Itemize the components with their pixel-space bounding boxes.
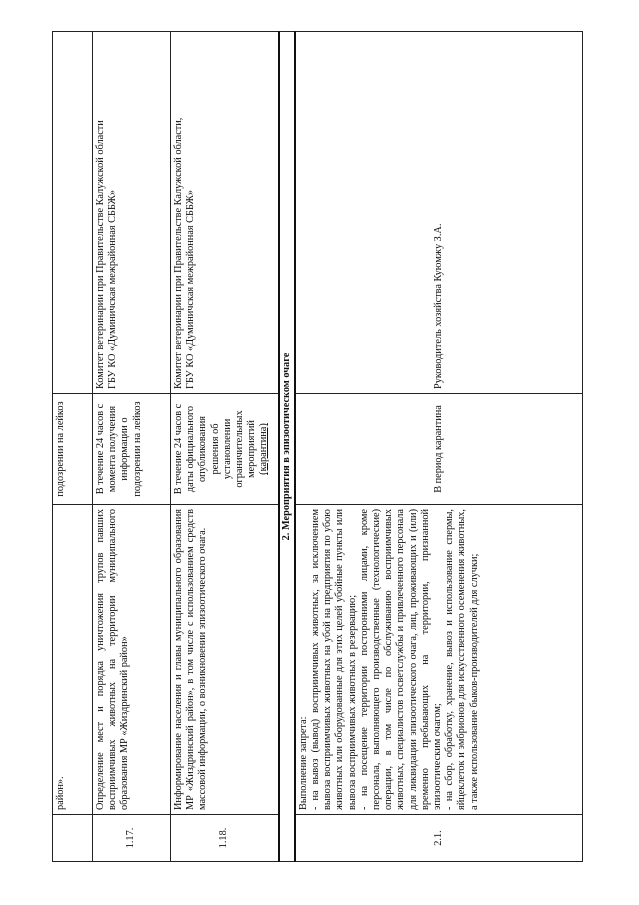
cell-text-2-1 [295,505,583,815]
text-line: Выполнение запрета: [297,716,309,810]
cell-text-1-18: Информирование населения и главы муниципального образования МР «Жиздринский район», в том числе с использованием средств массовой информации, о возникновении эпизоотического очага. [171,505,279,815]
text-line: - на вывоз (вывод) восприимчивых животных, за исключением вывоза восприимчивых животных на убой на предприятия по убою животных или оборудованные для этих целей убойные пункты или вывоза восприимчивых животных в резервацию; [309,509,358,810]
table-row-1-18 [171,32,279,862]
cell-term-1-17: В течение 24 часов с момента получения информации о подозрении на лейкоз [93,394,171,505]
cell-resp-empty [53,32,93,394]
cell-term-2-1: В период карантина [295,394,583,505]
resp-line: Комитет ветеринарии при Правительстве Калужской области [95,120,106,389]
cell-num-1-18: 1.18. [171,815,279,862]
section-heading-row [279,32,295,862]
table-row-2-1 [295,32,583,862]
cell-text-continued: район». [53,505,93,815]
term-text: В течение 24 часов с даты официального опубликования решения об установлении ограничительных мероприятий [173,403,258,495]
cell-num-empty [53,815,93,862]
term-underlined: (карантина) [258,423,270,475]
measures-table [52,31,583,862]
cell-num-2-1: 2.1. [295,815,583,862]
resp-line: ГБУ КО «Думиничская межрайонная СББЖ» [107,190,119,389]
cell-term-1-18 [171,394,279,505]
text-line: - на сбор, обработку, хранение, вывоз и использование спермы, яйцеклеток и эмбрионов для искусственного осеменения животных, а также использование быков-производителей для случки; [444,509,480,810]
cell-text-1-17: Определение мест и порядка уничтожения трупов павших восприимчивых животных на территории муниципального образования МР «Жиздринский район» [93,505,171,815]
table-row-1-17 [93,32,171,862]
section-title: 2. Мероприятия в эпизоотическом очаге [279,32,295,862]
cell-num-1-17: 1.17. [93,815,171,862]
table-row-continued [53,32,93,862]
cell-resp-1-18 [171,32,279,394]
cell-resp-2-1: Руководитель хозяйства Куюмжу З.А. [295,32,583,394]
cell-resp-1-17 [93,32,171,394]
rotated-table-container [52,32,592,862]
resp-line: ГБУ КО «Думиничская межрайонная СББЖ» [185,190,197,389]
text-line: - на посещение территории посторонними лицами, кроме персонала, выполняющего производственные (технологические) операции, в том числе по обслуживанию восприимчивых животных, специалистов госветслужбы и привлеченного персонала для ликвидации эпизоотического очага, лиц, проживающих и (или) временно пребывающих на территории, признанной эпизоотическим очагом; [358,509,443,810]
cell-term-continued: подозрении на лейкоз [53,394,93,505]
resp-line: Комитет ветеринарии при Правительстве Калужской области, [173,117,184,389]
